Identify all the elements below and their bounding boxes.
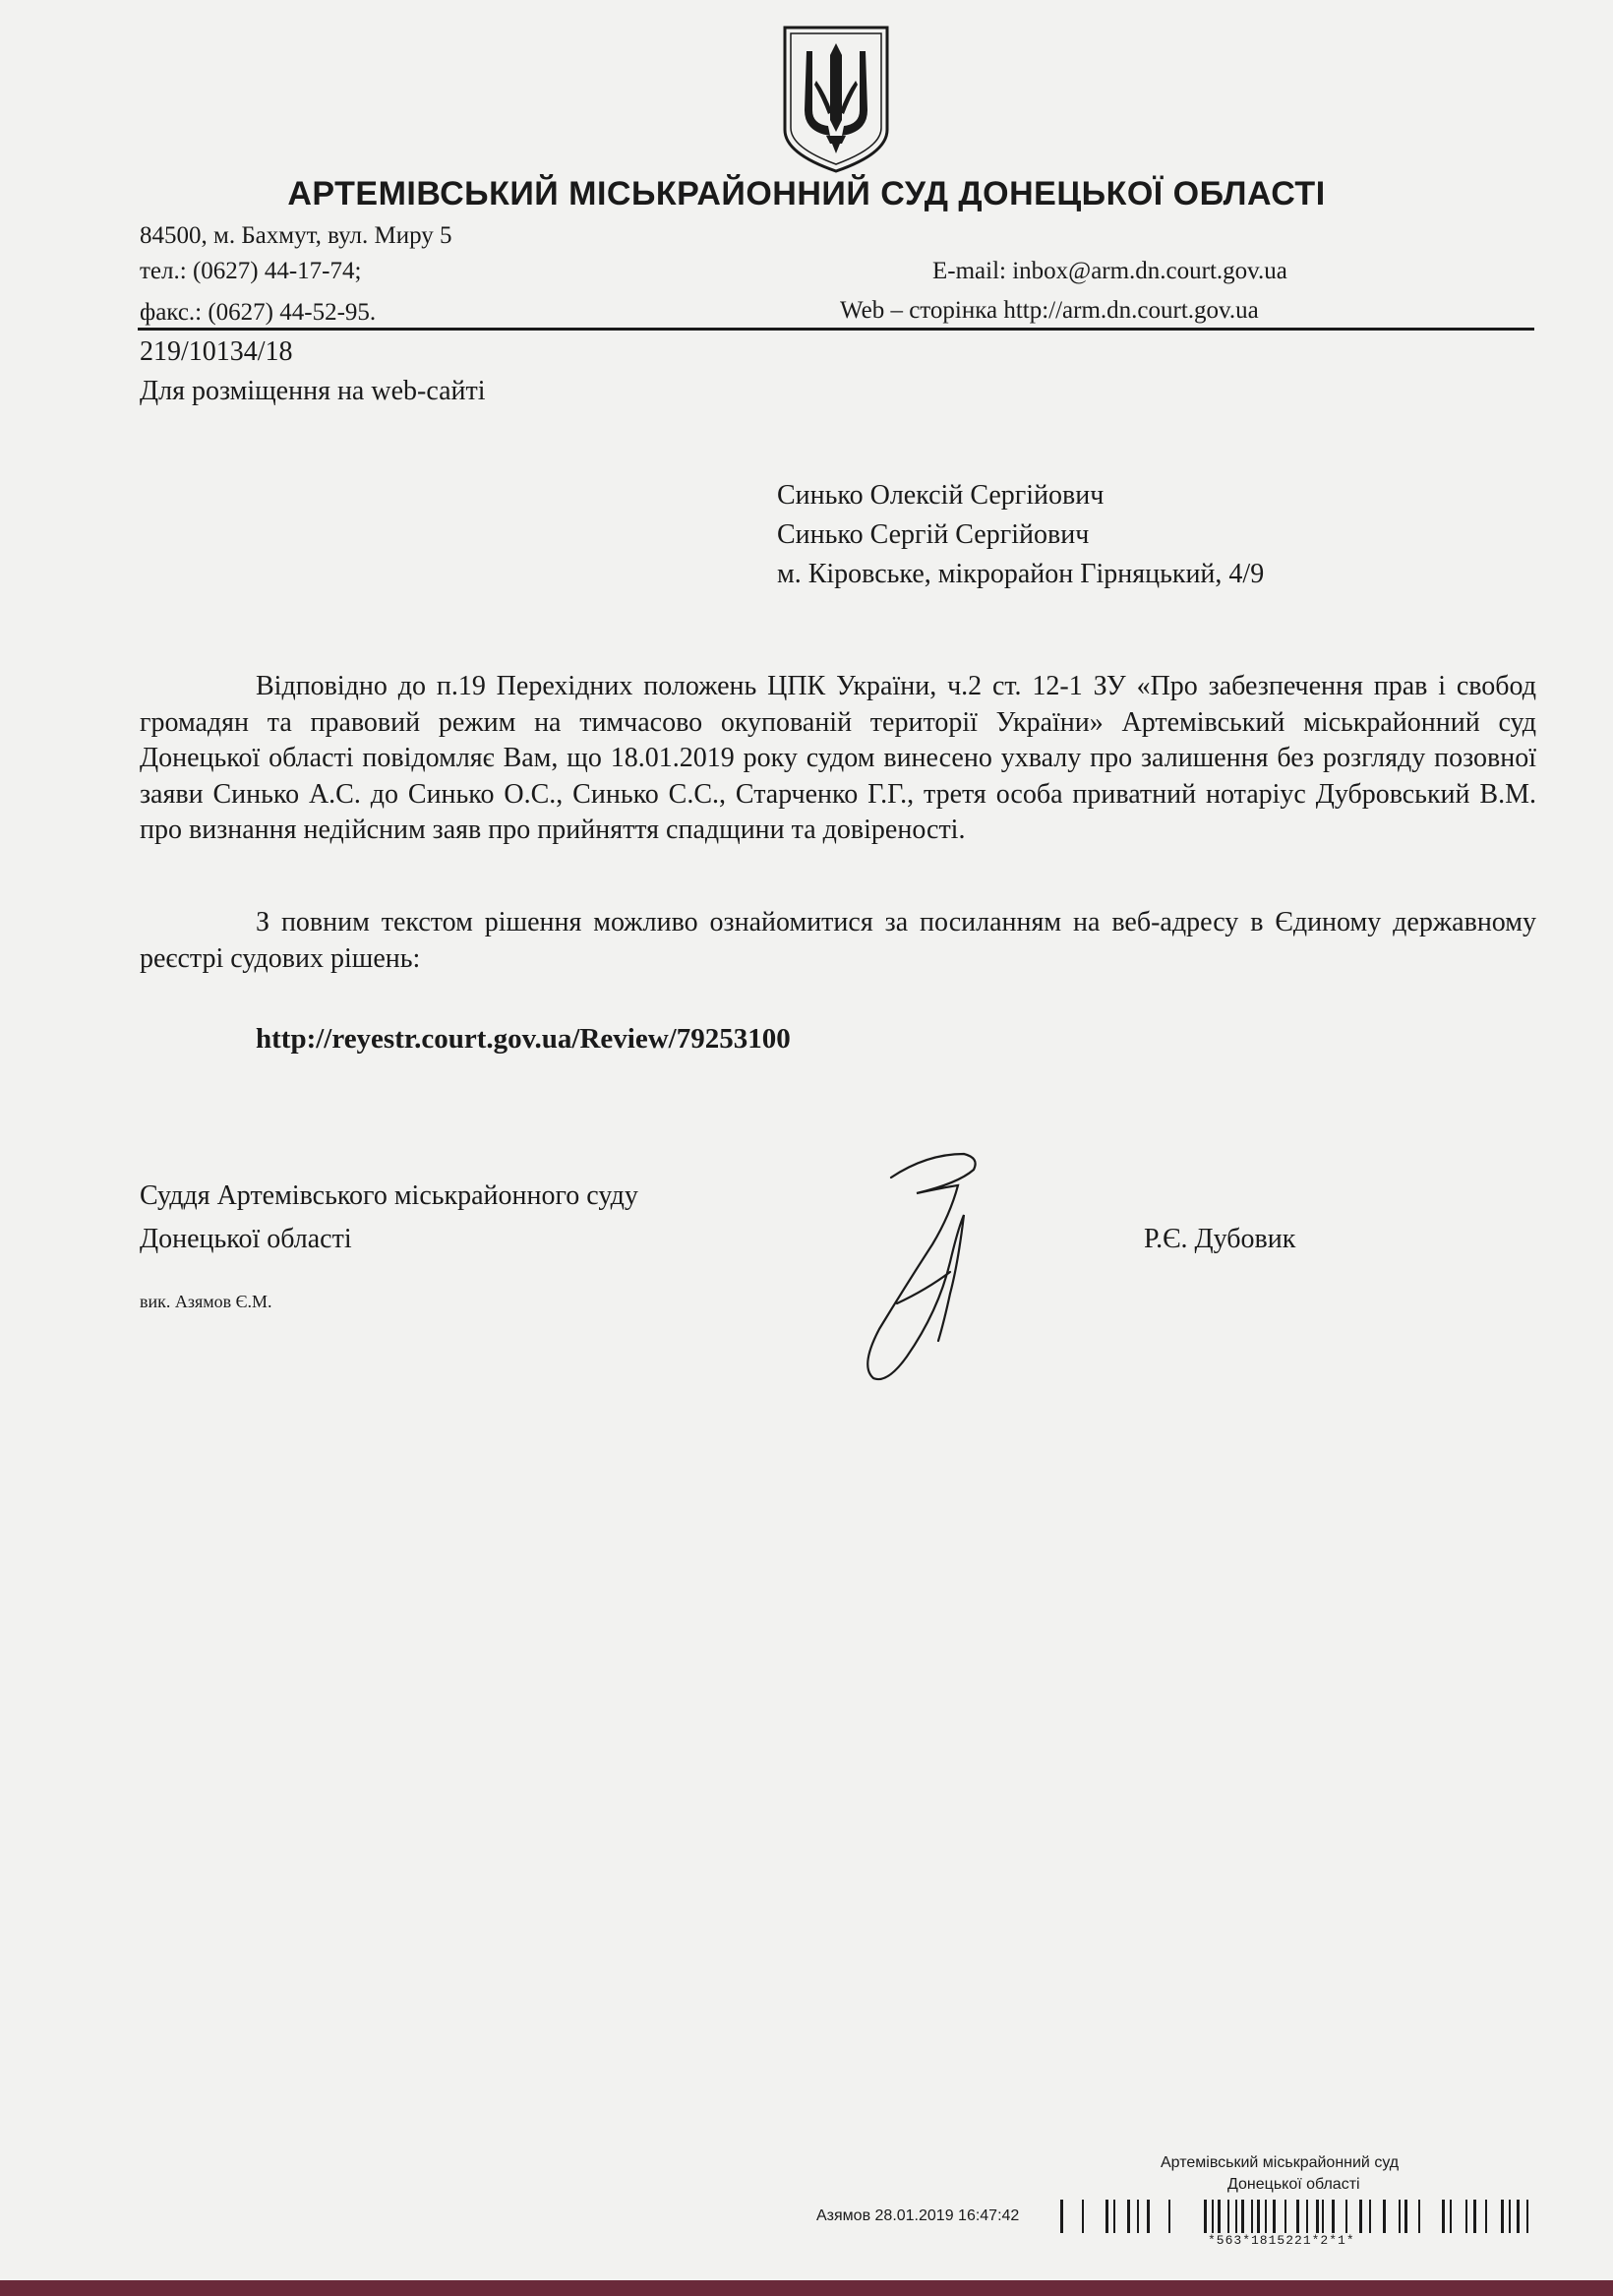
body-paragraph-2: [140, 905, 1536, 977]
registration-barcode: [1054, 2198, 1532, 2233]
barcode-text: *563*1815221*2*1*: [1208, 2233, 1355, 2248]
recipient-2: Синько Сергій Сергійович: [777, 519, 1090, 550]
body-paragraph-1: [140, 669, 1536, 849]
court-website: Web – сторінка http://arm.dn.court.gov.ua: [840, 297, 1259, 324]
stamp-registrar: Азямов 28.01.2019 16:47:42: [816, 2207, 1020, 2224]
handwritten-signature: [848, 1146, 995, 1407]
court-name-heading: АРТЕМІВСЬКИЙ МІСЬКРАЙОННИЙ СУД ДОНЕЦЬКОЇ ОБЛАСТІ: [287, 175, 1326, 212]
scan-bottom-edge: [0, 2280, 1613, 2296]
judge-name: Р.Є. Дубовик: [1144, 1224, 1296, 1254]
judge-position-line-2: Донецької області: [140, 1224, 352, 1254]
judge-position-line-1: Суддя Артемівського міськрайонного суду: [140, 1180, 638, 1211]
stamp-court-line-1: Артемівський міськрайонний суд: [1161, 2154, 1400, 2171]
court-fax: факс.: (0627) 44-52-95.: [140, 299, 377, 326]
court-address: 84500, м. Бахмут, вул. Миру 5: [140, 222, 452, 249]
stamp-court-line-2: Донецької області: [1227, 2176, 1360, 2193]
registry-link[interactable]: http://reyestr.court.gov.ua/Review/79253100: [256, 1023, 791, 1055]
publication-note: Для розміщення на web-сайті: [140, 376, 486, 406]
court-email: E-mail: inbox@arm.dn.court.gov.ua: [932, 258, 1287, 284]
court-phone: тел.: (0627) 44-17-74;: [140, 258, 362, 284]
coat-of-arms-emblem: [777, 22, 895, 175]
case-number: 219/10134/18: [140, 336, 293, 367]
executor-note: вик. Азямов Є.М.: [140, 1292, 272, 1311]
header-divider: [138, 328, 1534, 331]
paragraph-2-text: З повним текстом рішення можливо ознайомитися за посиланням на веб-адресу в Єдиному державному реєстрі судових рішень:: [140, 907, 1536, 974]
paragraph-1-text: Відповідно до п.19 Перехідних положень ЦПК України, ч.2 ст. 12-1 ЗУ «Про забезпечення прав і свобод громадян та правовий режим на тимчасово окупованій території України» Артемівський міськрайонний суд Донецької області повідомляє Вам, що 18.01.2019 року судом винесено ухвалу про залишення без розгляду позовної заяви Синько А.С. до Синько О.С., Синько С.С., Старченко Г.Г., третя особа приватний нотаріус Дубровський В.М. про визнання недійсним заяв про прийняття спадщини та довіреності.: [140, 671, 1536, 846]
recipient-1: Синько Олексій Сергійович: [777, 480, 1105, 511]
recipient-address: м. Кіровське, мікрорайон Гірняцький, 4/9: [777, 559, 1265, 589]
